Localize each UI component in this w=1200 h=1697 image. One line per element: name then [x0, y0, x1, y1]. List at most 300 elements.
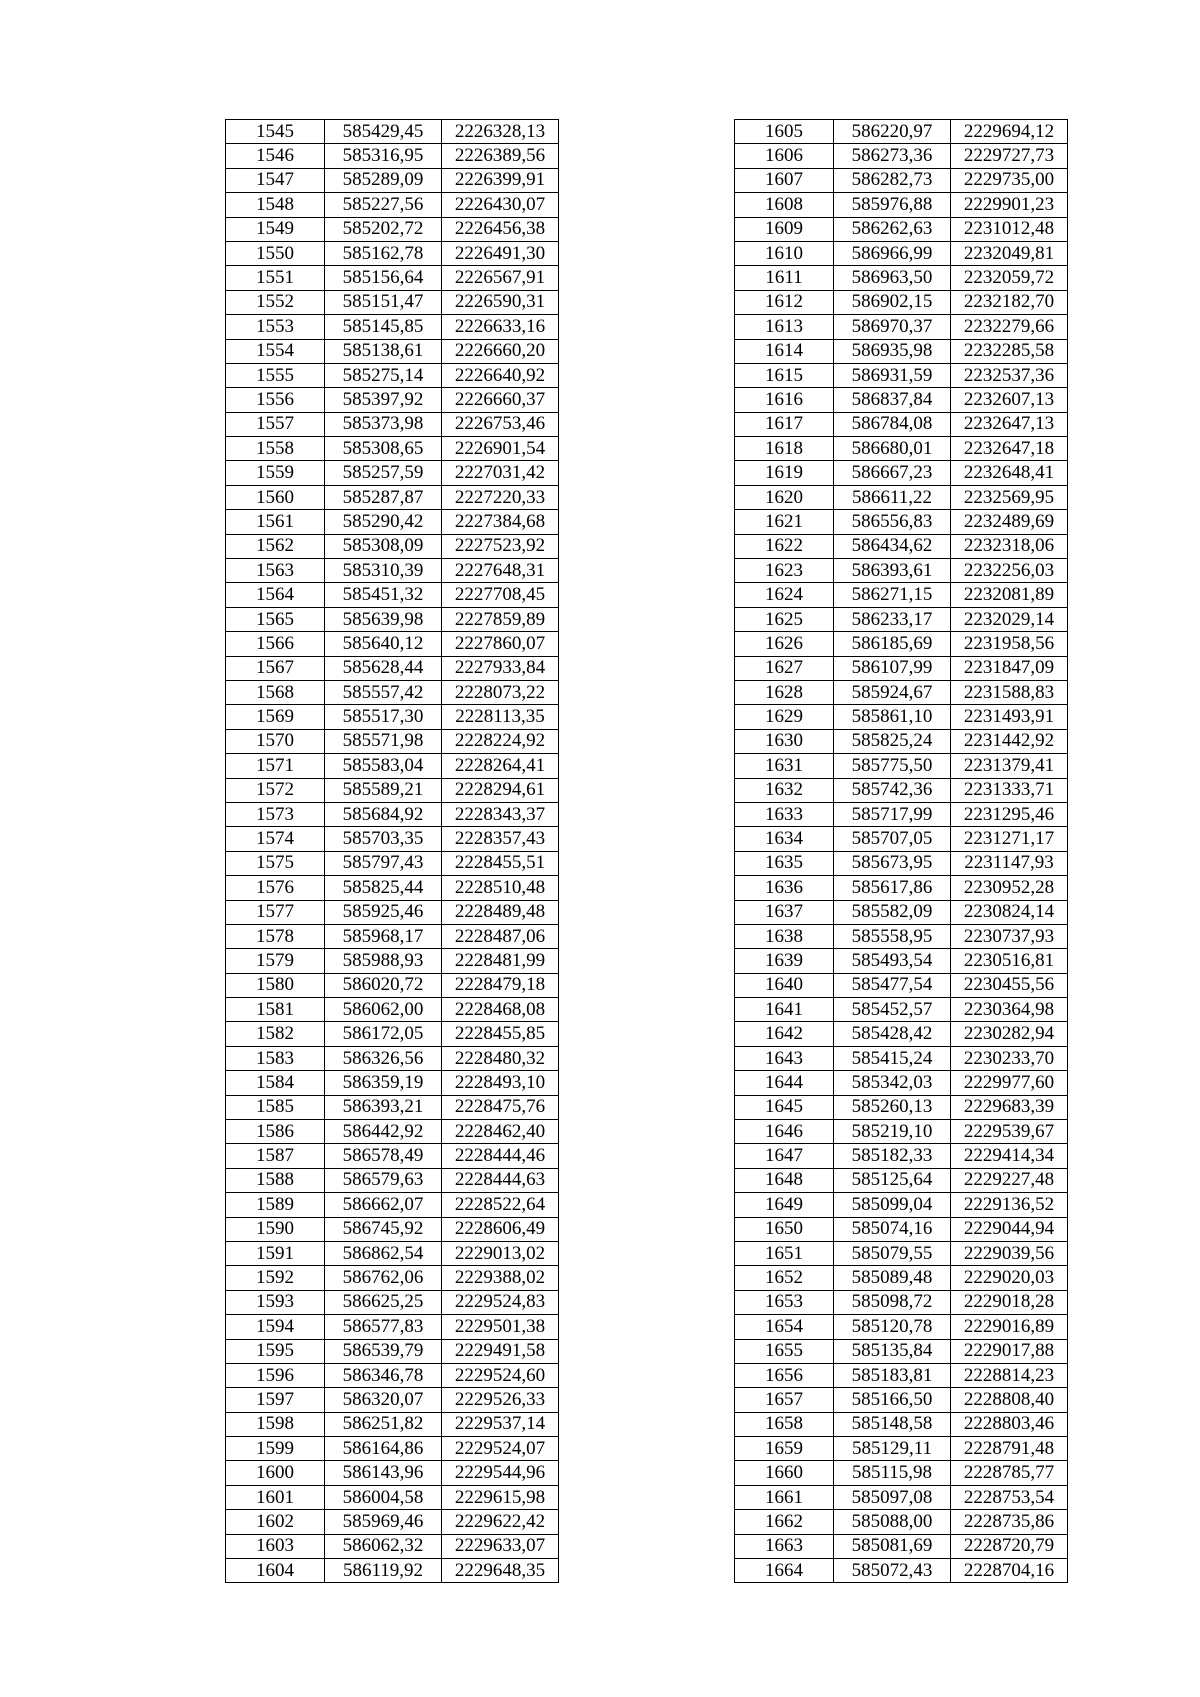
table-row [226, 144, 559, 168]
point-number-cell: 1572 [226, 778, 325, 802]
y-coordinate-cell: 2232648,41 [951, 461, 1068, 485]
x-coordinate-cell: 585183,81 [834, 1363, 951, 1387]
table-row [735, 290, 1068, 314]
x-coordinate-cell: 586271,15 [834, 583, 951, 607]
x-coordinate-cell: 585703,35 [325, 827, 442, 851]
table-row [735, 1485, 1068, 1509]
table-row [226, 949, 559, 973]
x-coordinate-cell: 585428,42 [834, 1022, 951, 1046]
point-number-cell: 1663 [735, 1534, 834, 1558]
point-number-cell: 1555 [226, 363, 325, 387]
y-coordinate-cell: 2227031,42 [442, 461, 559, 485]
y-coordinate-cell: 2229039,56 [951, 1241, 1068, 1265]
table-row [735, 412, 1068, 436]
table-row [226, 1315, 559, 1339]
point-number-cell: 1571 [226, 754, 325, 778]
y-coordinate-cell: 2232607,13 [951, 388, 1068, 412]
y-coordinate-cell: 2229977,60 [951, 1071, 1068, 1095]
point-number-cell: 1591 [226, 1241, 325, 1265]
table-row [735, 632, 1068, 656]
x-coordinate-cell: 585517,30 [325, 705, 442, 729]
x-coordinate-cell: 585125,64 [834, 1168, 951, 1192]
point-number-cell: 1657 [735, 1388, 834, 1412]
y-coordinate-cell: 2228357,43 [442, 827, 559, 851]
point-number-cell: 1553 [226, 315, 325, 339]
x-coordinate-cell: 586935,98 [834, 339, 951, 363]
x-coordinate-cell: 585088,00 [834, 1510, 951, 1534]
x-coordinate-cell: 586966,99 [834, 241, 951, 265]
point-number-cell: 1552 [226, 290, 325, 314]
table-row [735, 802, 1068, 826]
table-row [226, 193, 559, 217]
x-coordinate-cell: 586262,63 [834, 217, 951, 241]
x-coordinate-cell: 585289,09 [325, 168, 442, 192]
x-coordinate-cell: 585120,78 [834, 1315, 951, 1339]
table-row [226, 485, 559, 509]
y-coordinate-cell: 2228487,06 [442, 924, 559, 948]
x-coordinate-cell: 585081,69 [834, 1534, 951, 1558]
point-number-cell: 1660 [735, 1461, 834, 1485]
point-number-cell: 1643 [735, 1046, 834, 1070]
y-coordinate-cell: 2228791,48 [951, 1437, 1068, 1461]
point-number-cell: 1567 [226, 656, 325, 680]
table-row [735, 1510, 1068, 1534]
x-coordinate-cell: 586745,92 [325, 1217, 442, 1241]
y-coordinate-cell: 2229013,02 [442, 1241, 559, 1265]
x-coordinate-cell: 585308,09 [325, 534, 442, 558]
table-row [226, 534, 559, 558]
x-coordinate-cell: 585493,54 [834, 949, 951, 973]
point-number-cell: 1614 [735, 339, 834, 363]
point-number-cell: 1564 [226, 583, 325, 607]
y-coordinate-cell: 2228753,54 [951, 1485, 1068, 1509]
point-number-cell: 1590 [226, 1217, 325, 1241]
x-coordinate-cell: 585227,56 [325, 193, 442, 217]
x-coordinate-cell: 585166,50 [834, 1388, 951, 1412]
x-coordinate-cell: 585861,10 [834, 705, 951, 729]
table-row [226, 1241, 559, 1265]
y-coordinate-cell: 2229524,83 [442, 1290, 559, 1314]
point-number-cell: 1605 [735, 120, 834, 144]
point-number-cell: 1597 [226, 1388, 325, 1412]
x-coordinate-cell: 585640,12 [325, 632, 442, 656]
point-number-cell: 1547 [226, 168, 325, 192]
table-row [735, 1217, 1068, 1241]
y-coordinate-cell: 2229388,02 [442, 1266, 559, 1290]
point-number-cell: 1638 [735, 924, 834, 948]
x-coordinate-cell: 585988,93 [325, 949, 442, 973]
x-coordinate-cell: 586164,86 [325, 1437, 442, 1461]
y-coordinate-cell: 2229539,67 [951, 1120, 1068, 1144]
y-coordinate-cell: 2230282,94 [951, 1022, 1068, 1046]
x-coordinate-cell: 585219,10 [834, 1120, 951, 1144]
x-coordinate-cell: 585628,44 [325, 656, 442, 680]
x-coordinate-cell: 585072,43 [834, 1559, 951, 1583]
point-number-cell: 1620 [735, 485, 834, 509]
point-number-cell: 1617 [735, 412, 834, 436]
x-coordinate-cell: 586172,05 [325, 1022, 442, 1046]
x-coordinate-cell: 585452,57 [834, 998, 951, 1022]
y-coordinate-cell: 2229615,98 [442, 1485, 559, 1509]
table-row [735, 1461, 1068, 1485]
table-row [735, 1168, 1068, 1192]
point-number-cell: 1602 [226, 1510, 325, 1534]
table-row [226, 924, 559, 948]
y-coordinate-cell: 2228224,92 [442, 729, 559, 753]
point-number-cell: 1639 [735, 949, 834, 973]
point-number-cell: 1647 [735, 1144, 834, 1168]
point-number-cell: 1566 [226, 632, 325, 656]
point-number-cell: 1584 [226, 1071, 325, 1095]
table-row [226, 607, 559, 631]
table-row [226, 754, 559, 778]
y-coordinate-cell: 2229020,03 [951, 1266, 1068, 1290]
point-number-cell: 1549 [226, 217, 325, 241]
table-row [735, 1144, 1068, 1168]
y-coordinate-cell: 2231958,56 [951, 632, 1068, 656]
x-coordinate-cell: 585673,95 [834, 851, 951, 875]
x-coordinate-cell: 585717,99 [834, 802, 951, 826]
y-coordinate-cell: 2228479,18 [442, 973, 559, 997]
x-coordinate-cell: 586611,22 [834, 485, 951, 509]
table-row [735, 388, 1068, 412]
table-row [226, 1363, 559, 1387]
x-coordinate-cell: 586359,19 [325, 1071, 442, 1095]
table-row [226, 973, 559, 997]
x-coordinate-cell: 585589,21 [325, 778, 442, 802]
point-number-cell: 1583 [226, 1046, 325, 1070]
y-coordinate-cell: 2230364,98 [951, 998, 1068, 1022]
point-number-cell: 1580 [226, 973, 325, 997]
x-coordinate-cell: 585797,43 [325, 851, 442, 875]
x-coordinate-cell: 585415,24 [834, 1046, 951, 1070]
table-row [735, 559, 1068, 583]
table-row [735, 1266, 1068, 1290]
point-number-cell: 1562 [226, 534, 325, 558]
y-coordinate-cell: 2231442,92 [951, 729, 1068, 753]
point-number-cell: 1613 [735, 315, 834, 339]
table-row [226, 851, 559, 875]
y-coordinate-cell: 2231379,41 [951, 754, 1068, 778]
y-coordinate-cell: 2228720,79 [951, 1534, 1068, 1558]
x-coordinate-cell: 585287,87 [325, 485, 442, 509]
point-number-cell: 1576 [226, 876, 325, 900]
x-coordinate-cell: 585571,98 [325, 729, 442, 753]
x-coordinate-cell: 586762,06 [325, 1266, 442, 1290]
y-coordinate-cell: 2230952,28 [951, 876, 1068, 900]
y-coordinate-cell: 2229524,07 [442, 1437, 559, 1461]
point-number-cell: 1609 [735, 217, 834, 241]
table-row [226, 656, 559, 680]
x-coordinate-cell: 585583,04 [325, 754, 442, 778]
x-coordinate-cell: 585151,47 [325, 290, 442, 314]
y-coordinate-cell: 2226640,92 [442, 363, 559, 387]
y-coordinate-cell: 2226660,20 [442, 339, 559, 363]
point-number-cell: 1607 [735, 168, 834, 192]
y-coordinate-cell: 2230737,93 [951, 924, 1068, 948]
point-number-cell: 1662 [735, 1510, 834, 1534]
y-coordinate-cell: 2227708,45 [442, 583, 559, 607]
table-row [226, 241, 559, 265]
table-row [226, 559, 559, 583]
point-number-cell: 1616 [735, 388, 834, 412]
table-row [735, 1339, 1068, 1363]
y-coordinate-cell: 2231147,93 [951, 851, 1068, 875]
table-row [735, 266, 1068, 290]
table-row [226, 583, 559, 607]
point-number-cell: 1623 [735, 559, 834, 583]
point-number-cell: 1606 [735, 144, 834, 168]
x-coordinate-cell: 585825,24 [834, 729, 951, 753]
point-number-cell: 1642 [735, 1022, 834, 1046]
x-coordinate-cell: 585639,98 [325, 607, 442, 631]
point-number-cell: 1594 [226, 1315, 325, 1339]
table-row [735, 1290, 1068, 1314]
table-row [735, 1363, 1068, 1387]
x-coordinate-cell: 585373,98 [325, 412, 442, 436]
table-row [735, 1095, 1068, 1119]
y-coordinate-cell: 2229018,28 [951, 1290, 1068, 1314]
table-row [226, 1290, 559, 1314]
y-coordinate-cell: 2232647,18 [951, 437, 1068, 461]
table-row [735, 924, 1068, 948]
table-row [735, 217, 1068, 241]
x-coordinate-cell: 585557,42 [325, 680, 442, 704]
point-number-cell: 1615 [735, 363, 834, 387]
point-number-cell: 1546 [226, 144, 325, 168]
point-number-cell: 1561 [226, 510, 325, 534]
y-coordinate-cell: 2228522,64 [442, 1193, 559, 1217]
y-coordinate-cell: 2227933,84 [442, 656, 559, 680]
x-coordinate-cell: 586273,36 [834, 144, 951, 168]
y-coordinate-cell: 2229901,23 [951, 193, 1068, 217]
y-coordinate-cell: 2232279,66 [951, 315, 1068, 339]
x-coordinate-cell: 586143,96 [325, 1461, 442, 1485]
table-row [735, 193, 1068, 217]
x-coordinate-cell: 586020,72 [325, 973, 442, 997]
x-coordinate-cell: 586539,79 [325, 1339, 442, 1363]
table-row [226, 339, 559, 363]
y-coordinate-cell: 2229694,12 [951, 120, 1068, 144]
point-number-cell: 1579 [226, 949, 325, 973]
table-row [226, 1071, 559, 1095]
point-number-cell: 1651 [735, 1241, 834, 1265]
table-row [735, 241, 1068, 265]
y-coordinate-cell: 2229735,00 [951, 168, 1068, 192]
y-coordinate-cell: 2229537,14 [442, 1412, 559, 1436]
y-coordinate-cell: 2229414,34 [951, 1144, 1068, 1168]
table-row [735, 656, 1068, 680]
y-coordinate-cell: 2228803,46 [951, 1412, 1068, 1436]
table-row [735, 998, 1068, 1022]
point-number-cell: 1664 [735, 1559, 834, 1583]
x-coordinate-cell: 585162,78 [325, 241, 442, 265]
point-number-cell: 1593 [226, 1290, 325, 1314]
coordinate-table-right [734, 119, 1068, 1583]
table-row [735, 680, 1068, 704]
y-coordinate-cell: 2231493,91 [951, 705, 1068, 729]
y-coordinate-cell: 2228814,23 [951, 1363, 1068, 1387]
point-number-cell: 1661 [735, 1485, 834, 1509]
x-coordinate-cell: 585976,88 [834, 193, 951, 217]
point-number-cell: 1659 [735, 1437, 834, 1461]
y-coordinate-cell: 2230516,81 [951, 949, 1068, 973]
point-number-cell: 1612 [735, 290, 834, 314]
y-coordinate-cell: 2227523,92 [442, 534, 559, 558]
table-row [226, 363, 559, 387]
table-row [735, 339, 1068, 363]
x-coordinate-cell: 586837,84 [834, 388, 951, 412]
y-coordinate-cell: 2228343,37 [442, 802, 559, 826]
y-coordinate-cell: 2229501,38 [442, 1315, 559, 1339]
y-coordinate-cell: 2228264,41 [442, 754, 559, 778]
point-number-cell: 1627 [735, 656, 834, 680]
point-number-cell: 1563 [226, 559, 325, 583]
point-number-cell: 1636 [735, 876, 834, 900]
point-number-cell: 1637 [735, 900, 834, 924]
table-row [226, 412, 559, 436]
table-row [226, 1510, 559, 1534]
point-number-cell: 1610 [735, 241, 834, 265]
y-coordinate-cell: 2228475,76 [442, 1095, 559, 1119]
x-coordinate-cell: 585451,32 [325, 583, 442, 607]
table-row [735, 1022, 1068, 1046]
table-row [735, 851, 1068, 875]
x-coordinate-cell: 585742,36 [834, 778, 951, 802]
point-number-cell: 1586 [226, 1120, 325, 1144]
point-number-cell: 1581 [226, 998, 325, 1022]
x-coordinate-cell: 586680,01 [834, 437, 951, 461]
table-row [226, 290, 559, 314]
x-coordinate-cell: 585260,13 [834, 1095, 951, 1119]
point-number-cell: 1648 [735, 1168, 834, 1192]
x-coordinate-cell: 585397,92 [325, 388, 442, 412]
point-number-cell: 1650 [735, 1217, 834, 1241]
point-number-cell: 1587 [226, 1144, 325, 1168]
table-row [735, 705, 1068, 729]
point-number-cell: 1621 [735, 510, 834, 534]
x-coordinate-cell: 585968,17 [325, 924, 442, 948]
x-coordinate-cell: 586320,07 [325, 1388, 442, 1412]
y-coordinate-cell: 2229526,33 [442, 1388, 559, 1412]
y-coordinate-cell: 2228462,40 [442, 1120, 559, 1144]
x-coordinate-cell: 585145,85 [325, 315, 442, 339]
y-coordinate-cell: 2228493,10 [442, 1071, 559, 1095]
table-row [226, 632, 559, 656]
y-coordinate-cell: 2231295,46 [951, 802, 1068, 826]
table-row [226, 778, 559, 802]
y-coordinate-cell: 2228785,77 [951, 1461, 1068, 1485]
point-number-cell: 1608 [735, 193, 834, 217]
table-row [735, 827, 1068, 851]
point-number-cell: 1649 [735, 1193, 834, 1217]
x-coordinate-cell: 585098,72 [834, 1290, 951, 1314]
y-coordinate-cell: 2227859,89 [442, 607, 559, 631]
table-row [226, 315, 559, 339]
y-coordinate-cell: 2232029,14 [951, 607, 1068, 631]
point-number-cell: 1604 [226, 1559, 325, 1583]
table-row [226, 1095, 559, 1119]
x-coordinate-cell: 586667,23 [834, 461, 951, 485]
y-coordinate-cell: 2227220,33 [442, 485, 559, 509]
y-coordinate-cell: 2229136,52 [951, 1193, 1068, 1217]
x-coordinate-cell: 585558,95 [834, 924, 951, 948]
x-coordinate-cell: 586251,82 [325, 1412, 442, 1436]
table-row [735, 949, 1068, 973]
point-number-cell: 1618 [735, 437, 834, 461]
table-row [735, 144, 1068, 168]
table-row [735, 778, 1068, 802]
table-row [226, 1193, 559, 1217]
point-number-cell: 1625 [735, 607, 834, 631]
point-number-cell: 1575 [226, 851, 325, 875]
x-coordinate-cell: 585275,14 [325, 363, 442, 387]
y-coordinate-cell: 2232537,36 [951, 363, 1068, 387]
point-number-cell: 1658 [735, 1412, 834, 1436]
x-coordinate-cell: 585825,44 [325, 876, 442, 900]
point-number-cell: 1656 [735, 1363, 834, 1387]
table-row [226, 388, 559, 412]
y-coordinate-cell: 2229727,73 [951, 144, 1068, 168]
x-coordinate-cell: 585290,42 [325, 510, 442, 534]
table-row [735, 461, 1068, 485]
y-coordinate-cell: 2229044,94 [951, 1217, 1068, 1241]
y-coordinate-cell: 2228073,22 [442, 680, 559, 704]
y-coordinate-cell: 2228444,46 [442, 1144, 559, 1168]
table-row [735, 315, 1068, 339]
y-coordinate-cell: 2226430,07 [442, 193, 559, 217]
x-coordinate-cell: 585129,11 [834, 1437, 951, 1461]
point-number-cell: 1551 [226, 266, 325, 290]
table-row [735, 437, 1068, 461]
y-coordinate-cell: 2232081,89 [951, 583, 1068, 607]
table-row [226, 680, 559, 704]
y-coordinate-cell: 2226491,30 [442, 241, 559, 265]
y-coordinate-cell: 2228489,48 [442, 900, 559, 924]
x-coordinate-cell: 586579,63 [325, 1168, 442, 1192]
y-coordinate-cell: 2226389,56 [442, 144, 559, 168]
point-number-cell: 1582 [226, 1022, 325, 1046]
x-coordinate-cell: 586326,56 [325, 1046, 442, 1070]
table-row [226, 1388, 559, 1412]
x-coordinate-cell: 585775,50 [834, 754, 951, 778]
y-coordinate-cell: 2228113,35 [442, 705, 559, 729]
y-coordinate-cell: 2226753,46 [442, 412, 559, 436]
x-coordinate-cell: 586282,73 [834, 168, 951, 192]
y-coordinate-cell: 2232285,58 [951, 339, 1068, 363]
x-coordinate-cell: 586970,37 [834, 315, 951, 339]
x-coordinate-cell: 585257,59 [325, 461, 442, 485]
table-row [735, 583, 1068, 607]
point-number-cell: 1574 [226, 827, 325, 851]
y-coordinate-cell: 2228606,49 [442, 1217, 559, 1241]
y-coordinate-cell: 2226660,37 [442, 388, 559, 412]
x-coordinate-cell: 585429,45 [325, 120, 442, 144]
x-coordinate-cell: 585925,46 [325, 900, 442, 924]
point-number-cell: 1585 [226, 1095, 325, 1119]
point-number-cell: 1619 [735, 461, 834, 485]
point-number-cell: 1601 [226, 1485, 325, 1509]
table-row [735, 120, 1068, 144]
x-coordinate-cell: 585148,58 [834, 1412, 951, 1436]
y-coordinate-cell: 2232569,95 [951, 485, 1068, 509]
x-coordinate-cell: 586346,78 [325, 1363, 442, 1387]
point-number-cell: 1595 [226, 1339, 325, 1363]
point-number-cell: 1634 [735, 827, 834, 851]
coordinate-table-body [735, 120, 1068, 1583]
point-number-cell: 1592 [226, 1266, 325, 1290]
point-number-cell: 1652 [735, 1266, 834, 1290]
